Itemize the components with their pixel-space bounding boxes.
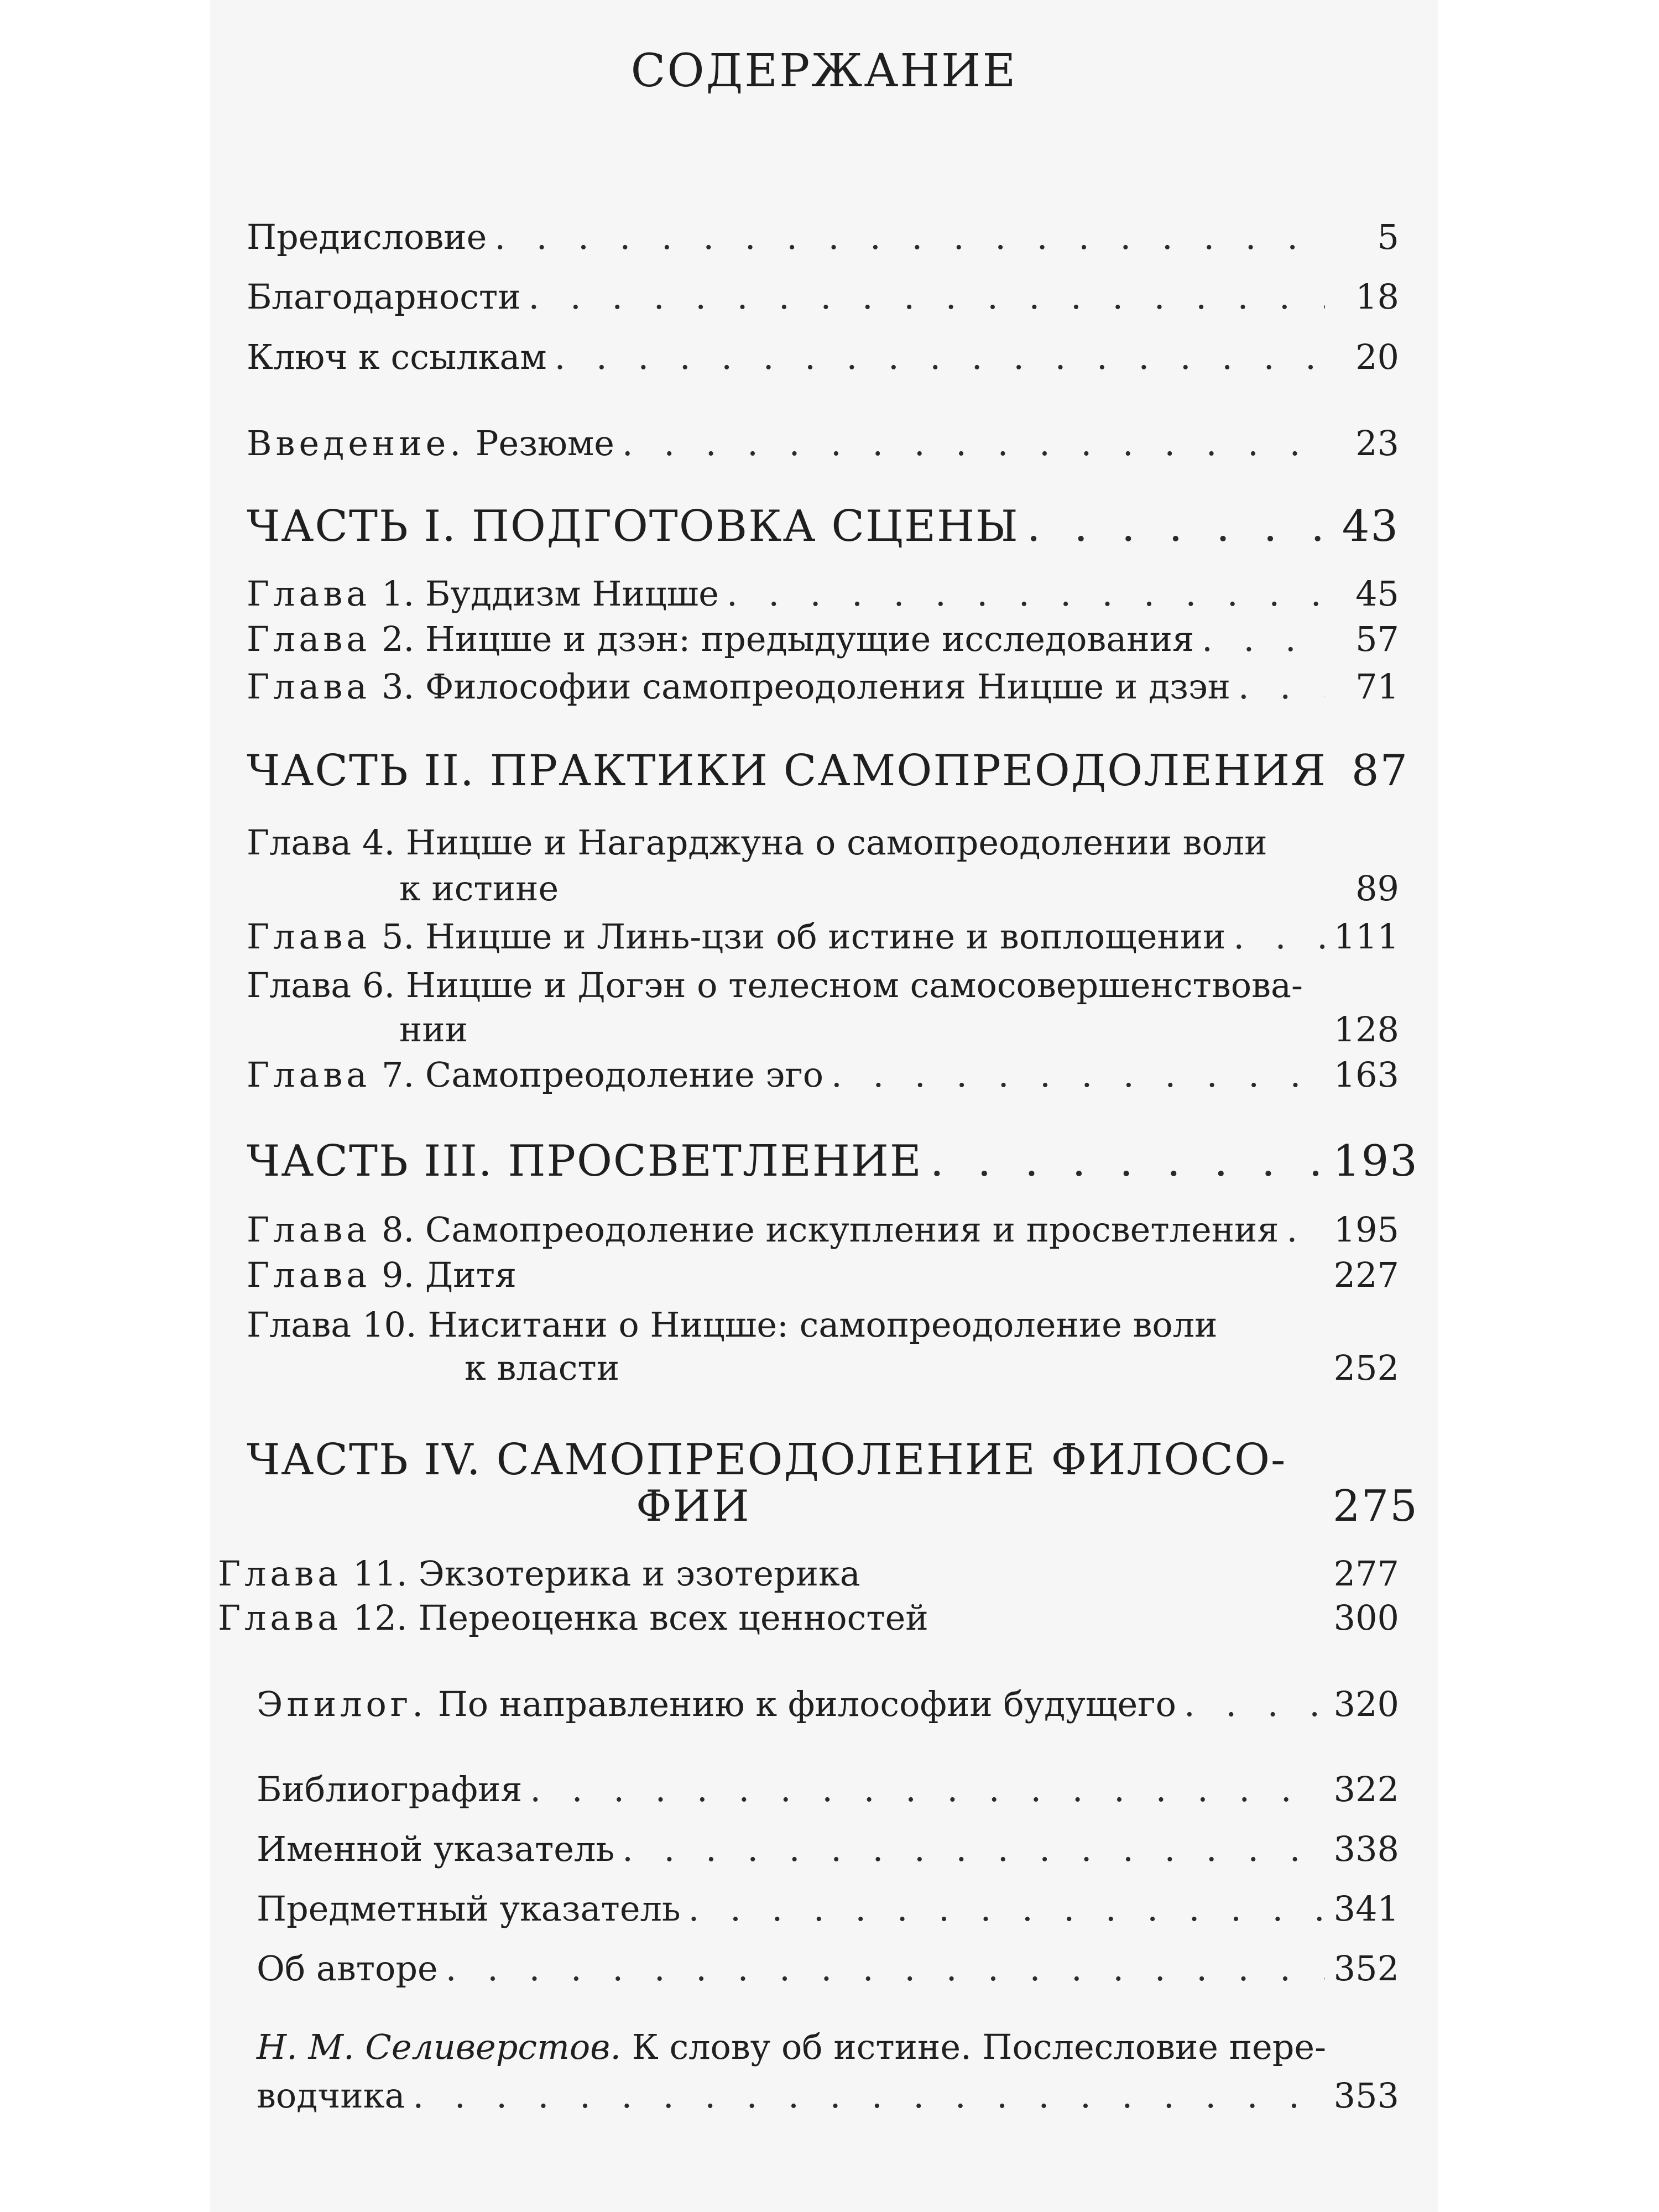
part-title: ЧАСТЬ II. ПРАКТИКИ САМОПРЕОДОЛЕНИЯ bbox=[247, 746, 1327, 796]
entry-page: 128 bbox=[1333, 1009, 1399, 1050]
entry-page: 20 bbox=[1355, 337, 1399, 377]
toc-entry-epilogue bbox=[257, 1686, 1399, 1723]
chapter-number: 2. bbox=[382, 619, 415, 659]
chapter-number: 1. bbox=[382, 573, 415, 614]
part-title: ЧАСТЬ IV. САМОПРЕОДОЛЕНИЕ ФИЛОСО- bbox=[247, 1435, 1287, 1485]
dot-leader bbox=[446, 1950, 1325, 1987]
chapter-label: Глава bbox=[247, 822, 352, 863]
entry-title: По направлению к философии будущего bbox=[437, 1684, 1176, 1724]
chapter-label: Глава bbox=[247, 1055, 371, 1095]
chapter-label: Глава bbox=[247, 965, 352, 1005]
toc-entry-afterword-line1 bbox=[257, 2028, 1399, 2066]
toc-chapter-7 bbox=[247, 1056, 1399, 1094]
entry-title: Именной указатель bbox=[257, 1829, 615, 1869]
chapter-title: Ницше и Догэн о телесном самосовершенствова- bbox=[405, 965, 1303, 1005]
entry-title: Предисловие bbox=[247, 217, 487, 257]
chapter-label: Глава bbox=[247, 916, 371, 957]
entry-page: 193 bbox=[1333, 1136, 1418, 1186]
part-title: ЧАСТЬ I. ПОДГОТОВКА СЦЕНЫ bbox=[247, 502, 1019, 551]
toc-part-4-line1 bbox=[247, 1437, 1399, 1484]
chapter-number: 8. bbox=[382, 1209, 415, 1250]
toc-chapter-9 bbox=[247, 1256, 1399, 1294]
chapter-title: Философии самопреодоления Ницше и дзэн bbox=[425, 666, 1230, 707]
toc-chapter-6-line1 bbox=[247, 967, 1399, 1004]
chapter-label: Глава bbox=[247, 1255, 371, 1295]
entry-page: 23 bbox=[1355, 423, 1399, 463]
toc-part-1 bbox=[247, 503, 1399, 551]
toc-entry-subject-index bbox=[257, 1890, 1399, 1928]
toc-entry-name-index bbox=[257, 1830, 1399, 1868]
toc-chapter-8 bbox=[247, 1211, 1399, 1249]
chapter-number: 3. bbox=[382, 666, 415, 707]
toc-chapter-10-line1 bbox=[247, 1306, 1399, 1344]
dot-leader bbox=[1184, 1686, 1325, 1723]
toc-entry-key bbox=[247, 338, 1399, 376]
entry-title: Благодарности bbox=[247, 276, 521, 317]
table-of-contents bbox=[210, 0, 1438, 2212]
part-title-cont: ФИИ bbox=[636, 1481, 750, 1531]
afterword-author: Н. М. Селиверстов. bbox=[257, 2027, 622, 2067]
entry-page: 18 bbox=[1355, 276, 1399, 317]
toc-chapter-10-line2 bbox=[465, 1349, 1399, 1387]
dot-leader bbox=[529, 278, 1325, 316]
entry-page: 275 bbox=[1333, 1481, 1418, 1531]
entry-page: 111 bbox=[1333, 916, 1399, 957]
entry-page: 341 bbox=[1333, 1888, 1399, 1929]
chapter-label: Глава bbox=[247, 1305, 352, 1345]
dot-leader bbox=[494, 218, 1325, 256]
toc-entry-intro bbox=[247, 425, 1399, 462]
chapter-label: Глава bbox=[247, 666, 371, 707]
dot-leader bbox=[413, 2077, 1325, 2115]
chapter-number: 9. bbox=[382, 1255, 415, 1295]
chapter-label: Глава bbox=[247, 619, 371, 659]
entry-label: Введение. bbox=[247, 423, 465, 463]
chapter-number: 12. bbox=[353, 1598, 408, 1638]
dot-leader bbox=[555, 338, 1325, 376]
entry-page: 320 bbox=[1333, 1684, 1399, 1724]
toc-chapter-4-line1 bbox=[247, 824, 1399, 862]
chapter-label: Глава bbox=[218, 1553, 342, 1594]
entry-title: К слову об истине. Послесловие пере- bbox=[632, 2027, 1327, 2067]
dot-leader bbox=[831, 1056, 1325, 1094]
toc-part-4-line2 bbox=[636, 1481, 1418, 1531]
entry-page: 163 bbox=[1333, 1055, 1399, 1095]
entry-title: Библиография bbox=[257, 1769, 523, 1809]
entry-title: Предметный указатель bbox=[257, 1888, 681, 1929]
dot-leader bbox=[1027, 503, 1325, 551]
book-page bbox=[210, 0, 1438, 2212]
dot-leader bbox=[622, 1830, 1325, 1868]
entry-page: 87 bbox=[1351, 746, 1409, 796]
entry-page: 277 bbox=[1333, 1553, 1399, 1594]
chapter-title-cont: к истине bbox=[399, 868, 559, 909]
chapter-number: 11. bbox=[353, 1553, 408, 1594]
chapter-title: Самопреодоление эго bbox=[425, 1055, 824, 1095]
dot-leader bbox=[530, 1771, 1325, 1808]
chapter-title: Самопреодоление искупления и просветления bbox=[425, 1209, 1279, 1250]
chapter-title-cont: к власти bbox=[465, 1348, 620, 1388]
entry-page: 322 bbox=[1333, 1769, 1399, 1809]
toc-chapter-6-line2 bbox=[399, 1011, 1399, 1048]
entry-page: 5 bbox=[1377, 217, 1399, 257]
toc-entry-preface bbox=[247, 218, 1399, 256]
dot-leader bbox=[1202, 620, 1325, 658]
toc-entry-afterword-line2 bbox=[257, 2077, 1399, 2115]
entry-page: 43 bbox=[1342, 502, 1399, 551]
toc-chapter-3 bbox=[247, 668, 1399, 706]
entry-page: 252 bbox=[1333, 1348, 1399, 1388]
chapter-title: Ниситани о Ницше: самопреодоление воли bbox=[427, 1305, 1218, 1345]
entry-page: 45 bbox=[1355, 573, 1399, 614]
chapter-title: Ницше и дзэн: предыдущие исследования bbox=[425, 619, 1194, 659]
toc-part-2 bbox=[247, 746, 1409, 796]
dot-leader bbox=[1233, 918, 1325, 956]
entry-page: 89 bbox=[1355, 868, 1399, 909]
chapter-label: Глава bbox=[247, 1209, 371, 1250]
entry-page: 338 bbox=[1333, 1829, 1399, 1869]
toc-chapter-5 bbox=[247, 918, 1399, 956]
toc-part-3 bbox=[247, 1136, 1418, 1186]
entry-title: Резюме bbox=[475, 423, 614, 463]
dot-leader bbox=[930, 1138, 1325, 1186]
dot-leader bbox=[1286, 1211, 1325, 1249]
toc-chapter-12 bbox=[218, 1599, 1399, 1637]
dot-leader bbox=[1238, 668, 1325, 706]
page-title: СОДЕРЖАНИЕ bbox=[630, 45, 1018, 97]
entry-page: 352 bbox=[1333, 1948, 1399, 1989]
entry-page: 353 bbox=[1333, 2075, 1399, 2116]
entry-page: 227 bbox=[1333, 1255, 1399, 1295]
chapter-number: 7. bbox=[382, 1055, 415, 1095]
chapter-title: Буддизм Ницше bbox=[425, 573, 719, 614]
entry-title: Об авторе bbox=[257, 1948, 438, 1989]
entry-label: Эпилог. bbox=[257, 1684, 427, 1724]
chapter-title: Экзотерика и эзотерика bbox=[418, 1553, 860, 1594]
chapter-number: 6. bbox=[362, 965, 395, 1005]
chapter-number: 10. bbox=[362, 1305, 417, 1345]
dot-leader bbox=[727, 575, 1325, 613]
chapter-title: Ницше и Нагарджуна о самопреодолении воли bbox=[405, 822, 1267, 863]
entry-page: 195 bbox=[1333, 1209, 1399, 1250]
toc-chapter-2 bbox=[247, 620, 1399, 658]
part-title: ЧАСТЬ III. ПРОСВЕТЛЕНИЕ bbox=[247, 1136, 922, 1186]
entry-page: 300 bbox=[1333, 1598, 1399, 1638]
entry-page: 71 bbox=[1355, 666, 1399, 707]
dot-leader bbox=[622, 425, 1325, 462]
dot-leader bbox=[688, 1890, 1325, 1928]
chapter-title: Ницше и Линь-цзи об истине и воплощении bbox=[425, 916, 1226, 957]
entry-title-cont: водчика bbox=[257, 2075, 405, 2116]
chapter-number: 5. bbox=[382, 916, 415, 957]
chapter-label: Глава bbox=[247, 573, 371, 614]
toc-entry-about-author bbox=[257, 1950, 1399, 1987]
entry-title: Ключ к ссылкам bbox=[247, 337, 547, 377]
chapter-title: Дитя bbox=[425, 1255, 517, 1295]
toc-entry-bibliography bbox=[257, 1771, 1399, 1808]
entry-page: 57 bbox=[1355, 619, 1399, 659]
chapter-label: Глава bbox=[218, 1598, 342, 1638]
toc-chapter-11 bbox=[218, 1555, 1399, 1593]
toc-entry-thanks bbox=[247, 278, 1399, 316]
toc-chapter-4-line2 bbox=[399, 870, 1399, 907]
chapter-title: Переоценка всех ценностей bbox=[418, 1598, 928, 1638]
toc-chapter-1 bbox=[247, 575, 1399, 613]
chapter-title-cont: нии bbox=[399, 1009, 468, 1050]
chapter-number: 4. bbox=[362, 822, 395, 863]
